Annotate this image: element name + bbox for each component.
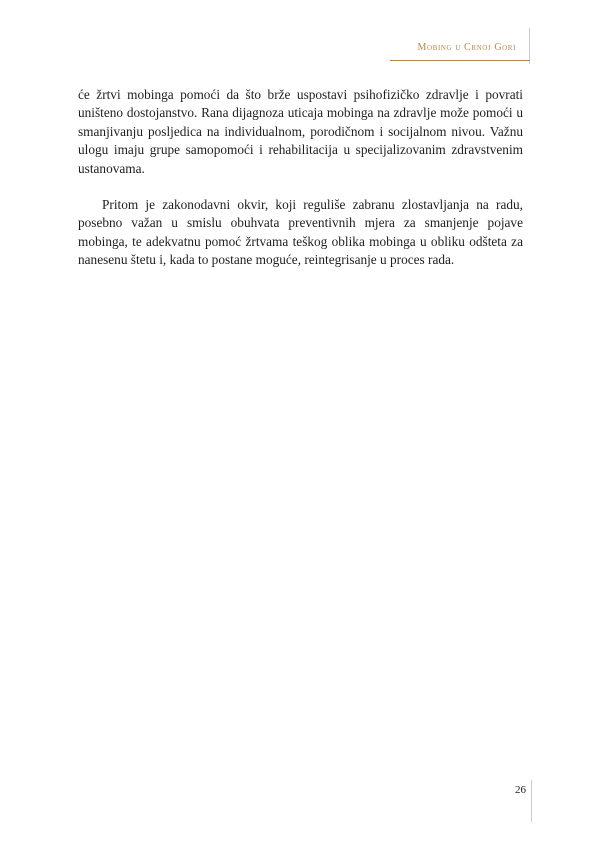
header-horizontal-rule bbox=[390, 60, 530, 61]
body-text bbox=[78, 86, 523, 270]
running-header-title: Mobing u Crnoj Gori bbox=[417, 42, 516, 53]
running-header bbox=[390, 28, 530, 68]
paragraph-2: Pritom je zakonodavni okvir, koji reguliše zabranu zlostavljanja na radu, posebno važan u smislu obuhvata preventivnih mjera za smanjenje pojave mobinga, te adekvatnu pomoć žrtvama teškog oblika mobinga u obliku odšteta za nanesenu štetu i, kada to postane moguće, reintegrisanje u proces rada. bbox=[78, 197, 523, 268]
header-vertical-rule bbox=[529, 28, 530, 64]
paragraph-1: će žrtvi mobinga pomoći da što brže uspostavi psihofizičko zdravlje i povrati uništeno dostojanstvo. Rana dijagnoza uticaja mobinga na zdravlje može pomoći u smanjivanju posljedica na individualnom, porodičnom i socijalnom nivou. Važnu ulogu imaju grupe samopomoći i rehabilitacija u specijalizovanim zdravstvenim ustanovama. bbox=[78, 87, 523, 176]
footer-vertical-rule bbox=[531, 780, 532, 822]
page-footer bbox=[500, 780, 532, 822]
page-number: 26 bbox=[515, 784, 526, 796]
